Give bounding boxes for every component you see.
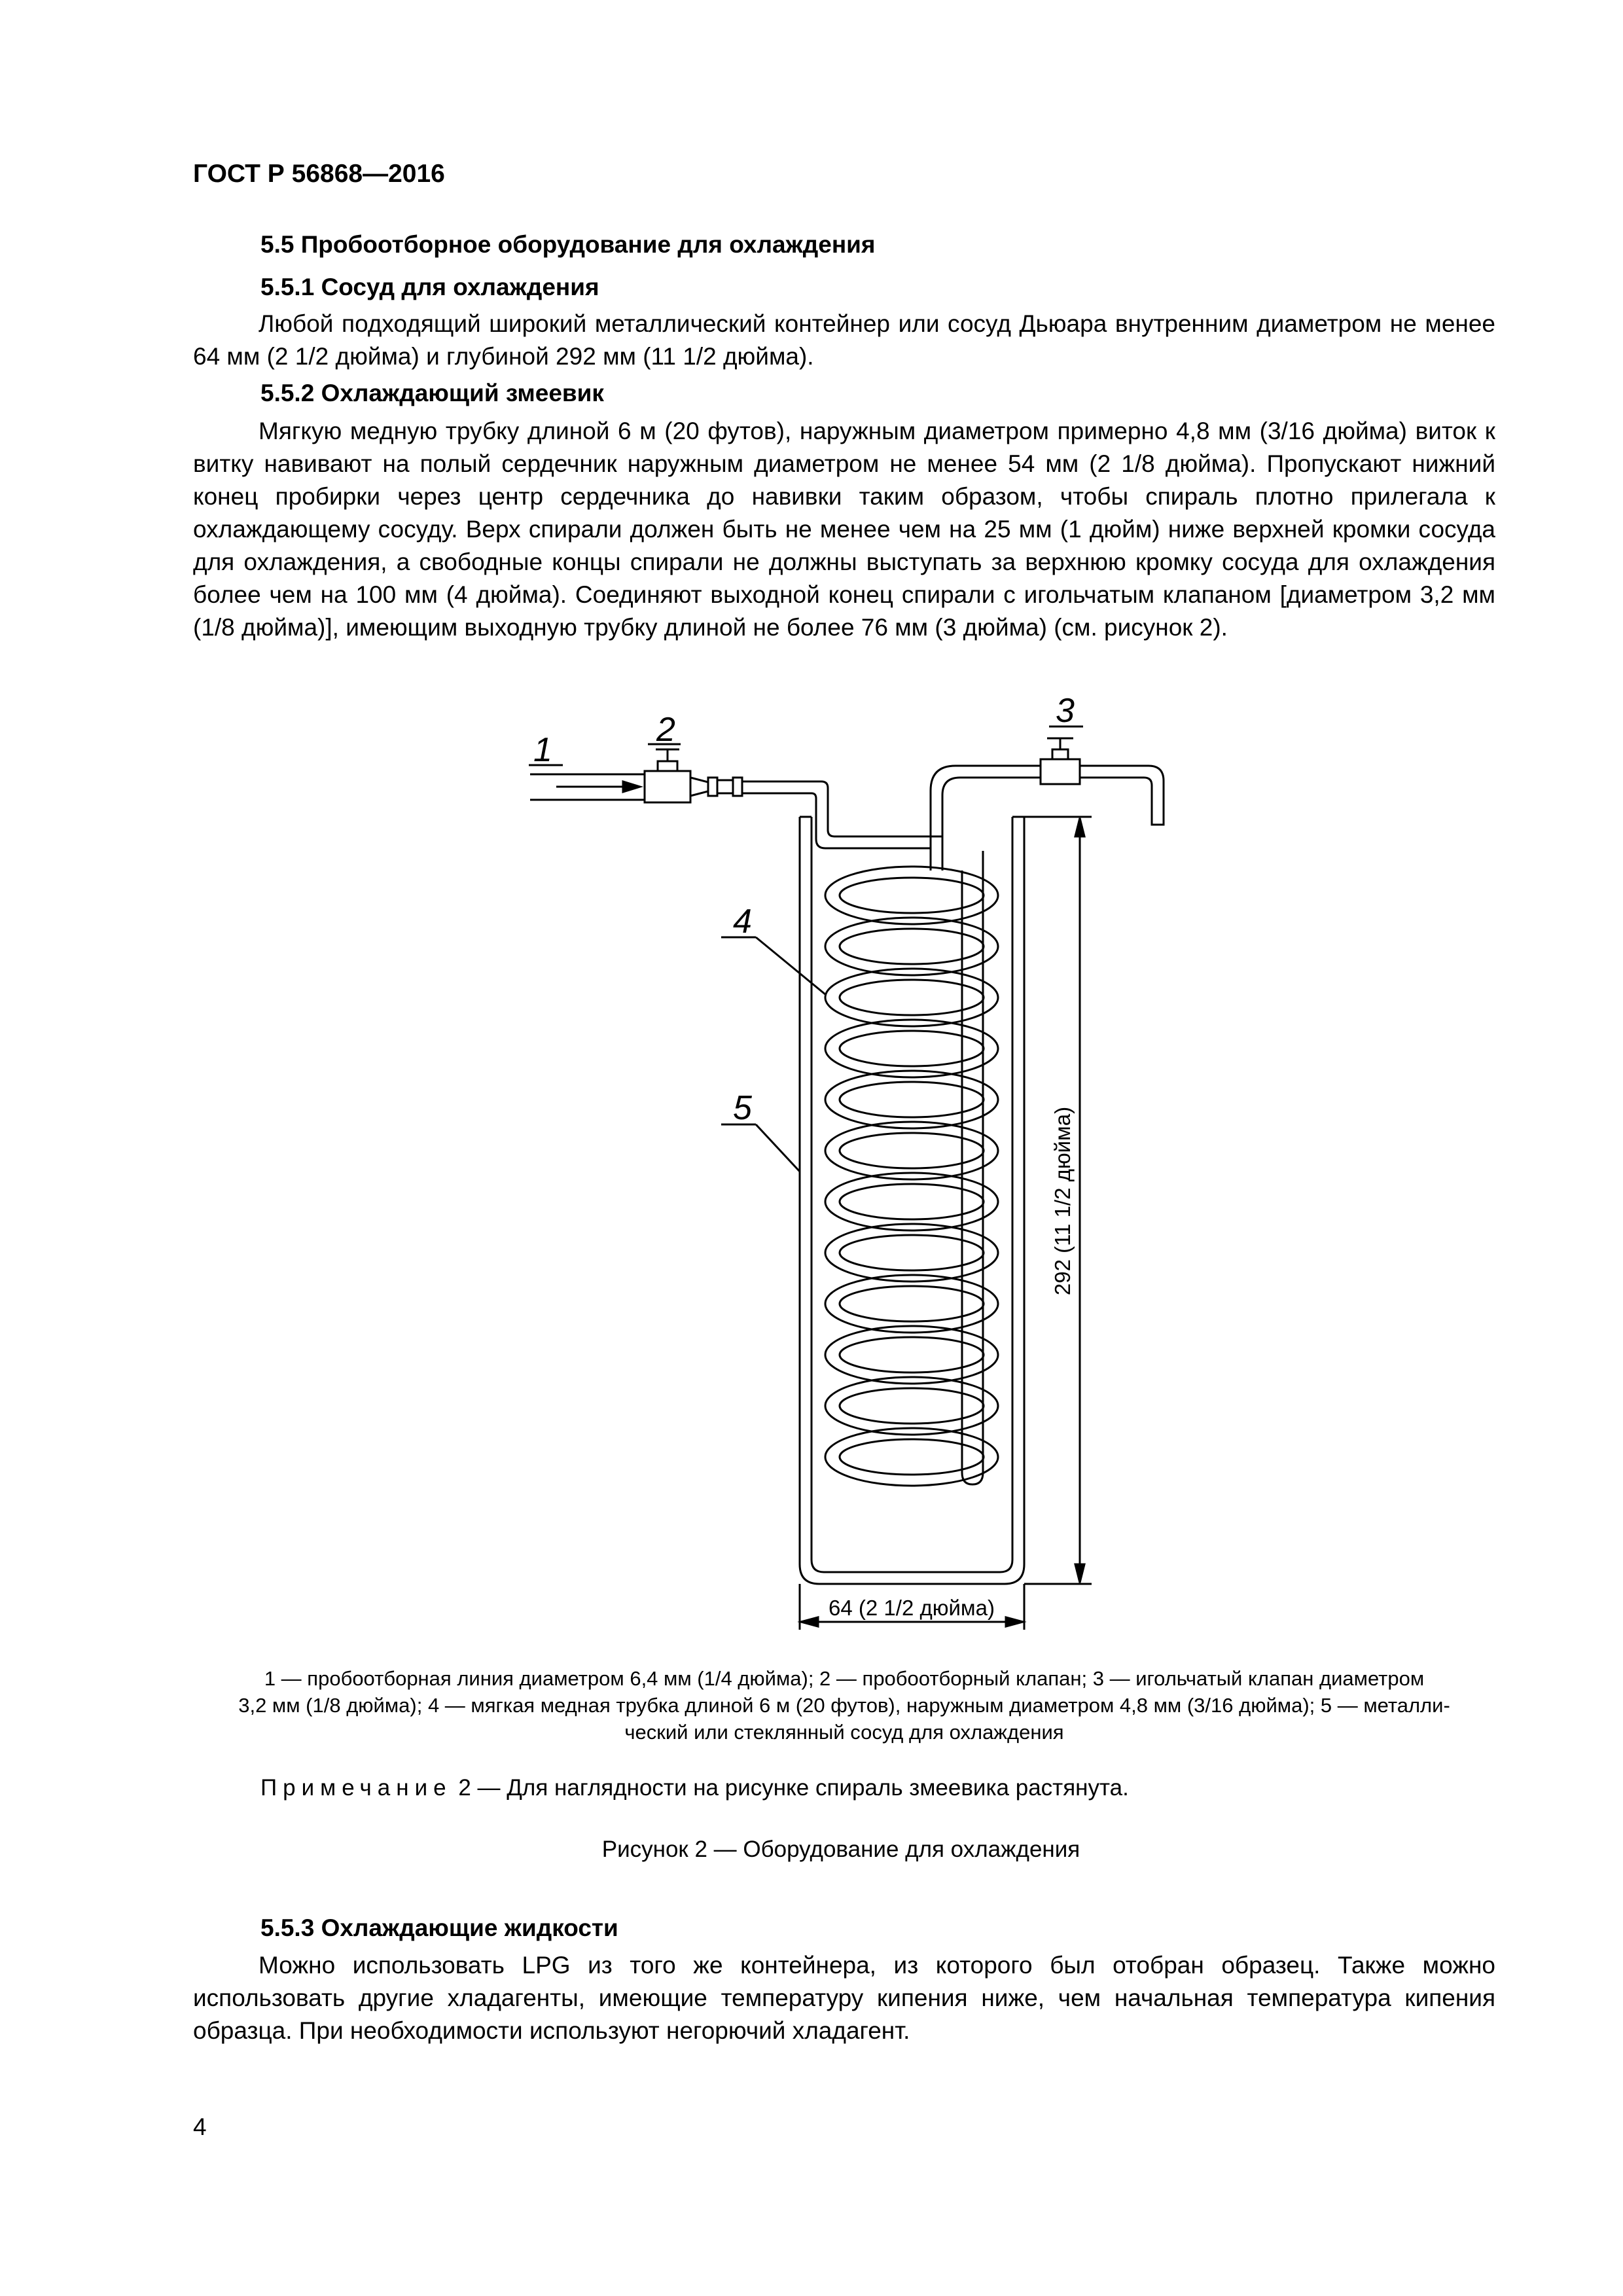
- figure-note: [260, 1775, 1129, 1801]
- figure-caption: [196, 1665, 1492, 1746]
- sampling-valve: [645, 749, 690, 802]
- caption-line-1: 1 — пробоотборная линия диаметром 6,4 мм (1/4 дюйма); 2 — пробоотборный клапан; 3 — игольчатый клапан диаметром: [264, 1667, 1425, 1690]
- document-header: ГОСТ Р 56868—2016: [193, 160, 445, 188]
- section-5-5-3-text: [193, 1949, 1495, 2047]
- caption-line-2: 3,2 мм (1/8 дюйма); 4 — мягкая медная трубка длиной 6 м (20 футов), наружным диаметром 4,8 мм (3/16 дюйма); 5 — металли-: [238, 1694, 1450, 1717]
- coil-turn: [825, 1071, 998, 1128]
- section-5-5-2-text: [193, 415, 1495, 644]
- section-5-5-1-body: Любой подходящий широкий металлический контейнер или сосуд Дьюара внутренним диаметром не менее 64 мм (2 1/2 дюйма) и глубиной 292 мм (11 1/2 дюйма).: [193, 310, 1495, 370]
- label-1: 1: [533, 731, 552, 769]
- coil-turn: [825, 1428, 998, 1486]
- caption-line-3: ческий или стеклянный сосуд для охлаждения: [624, 1721, 1064, 1744]
- note-label: Примечание: [260, 1775, 452, 1801]
- section-5-5-3-body: Можно использовать LPG из того же контейнера, из которого был отобран образец. Также можно использовать другие хладагенты, имеющие температуру кипения ниже, чем начальная температура кипения образца. При необходимости используют негорючий хладагент.: [193, 1952, 1495, 2044]
- coil-turn: [825, 867, 998, 924]
- coil-turn: [825, 969, 998, 1026]
- figure-title: Рисунок 2 — Оборудование для охлаждения: [601, 1837, 1080, 1862]
- sampling-line: [530, 774, 942, 848]
- coil-turn: [825, 1326, 998, 1384]
- section-5-5-3-title: 5.5.3 Охлаждающие жидкости: [260, 1914, 618, 1941]
- section-5-5-title: 5.5 Пробоотборное оборудование для охлаждения: [260, 231, 876, 258]
- coil-turn: [825, 1224, 998, 1282]
- label-3: 3: [1056, 692, 1075, 730]
- section-5-5-2-body: Мягкую медную трубку длиной 6 м (20 футов), наружным диаметром примерно 4,8 мм (3/16 дюйма) виток к витку навивают на полый сердечник наружным диаметром не менее 54 мм (2 1/8 дюйма). Пропускают нижний конец пробирки через центр сердечника до навивки таким образом, чтобы спираль плотно прилегала к охлаждающему сосуду. Верх спирали должен быть не менее чем на 25 мм (1 дюйм) ниже верхней кромки сосуда для охлаждения, а свободные концы спирали не должны выступать за верхнюю кромку сосуда для охлаждения более чем на 100 мм (4 дюйма). Соединяют выходной конец спирали с игольчатым клапаном [диаметром 3,2 мм (1/8 дюйма)], имеющим выходную трубку длиной не более 76 мм (3 дюйма) (см. рисунок 2).: [193, 418, 1495, 641]
- copper-coil: [825, 867, 998, 1486]
- coil-turn: [825, 1122, 998, 1179]
- height-dimension-label: 292 (11 1/2 дюйма): [1050, 1106, 1075, 1296]
- section-5-5-2-title: 5.5.2 Охлаждающий змеевик: [260, 380, 604, 406]
- width-dimension-label: 64 (2 1/2 дюйма): [829, 1596, 995, 1620]
- label-2: 2: [656, 711, 675, 749]
- coil-turn: [825, 1377, 998, 1435]
- section-5-5-1-text: [193, 308, 1495, 373]
- cooling-equipment-figure: [510, 687, 1198, 1636]
- note-text: 2 — Для наглядности на рисунке спираль змеевика растянута.: [452, 1775, 1129, 1801]
- section-5-5-1-title: 5.5.1 Сосуд для охлаждения: [260, 274, 599, 300]
- coil-turn: [825, 918, 998, 975]
- coil-turn: [825, 1275, 998, 1333]
- needle-valve: [1041, 738, 1080, 784]
- coil-turn: [825, 1173, 998, 1230]
- label-5: 5: [733, 1089, 752, 1127]
- label-4: 4: [733, 903, 752, 941]
- coil-turn: [825, 1020, 998, 1077]
- page-number: 4: [193, 2113, 207, 2140]
